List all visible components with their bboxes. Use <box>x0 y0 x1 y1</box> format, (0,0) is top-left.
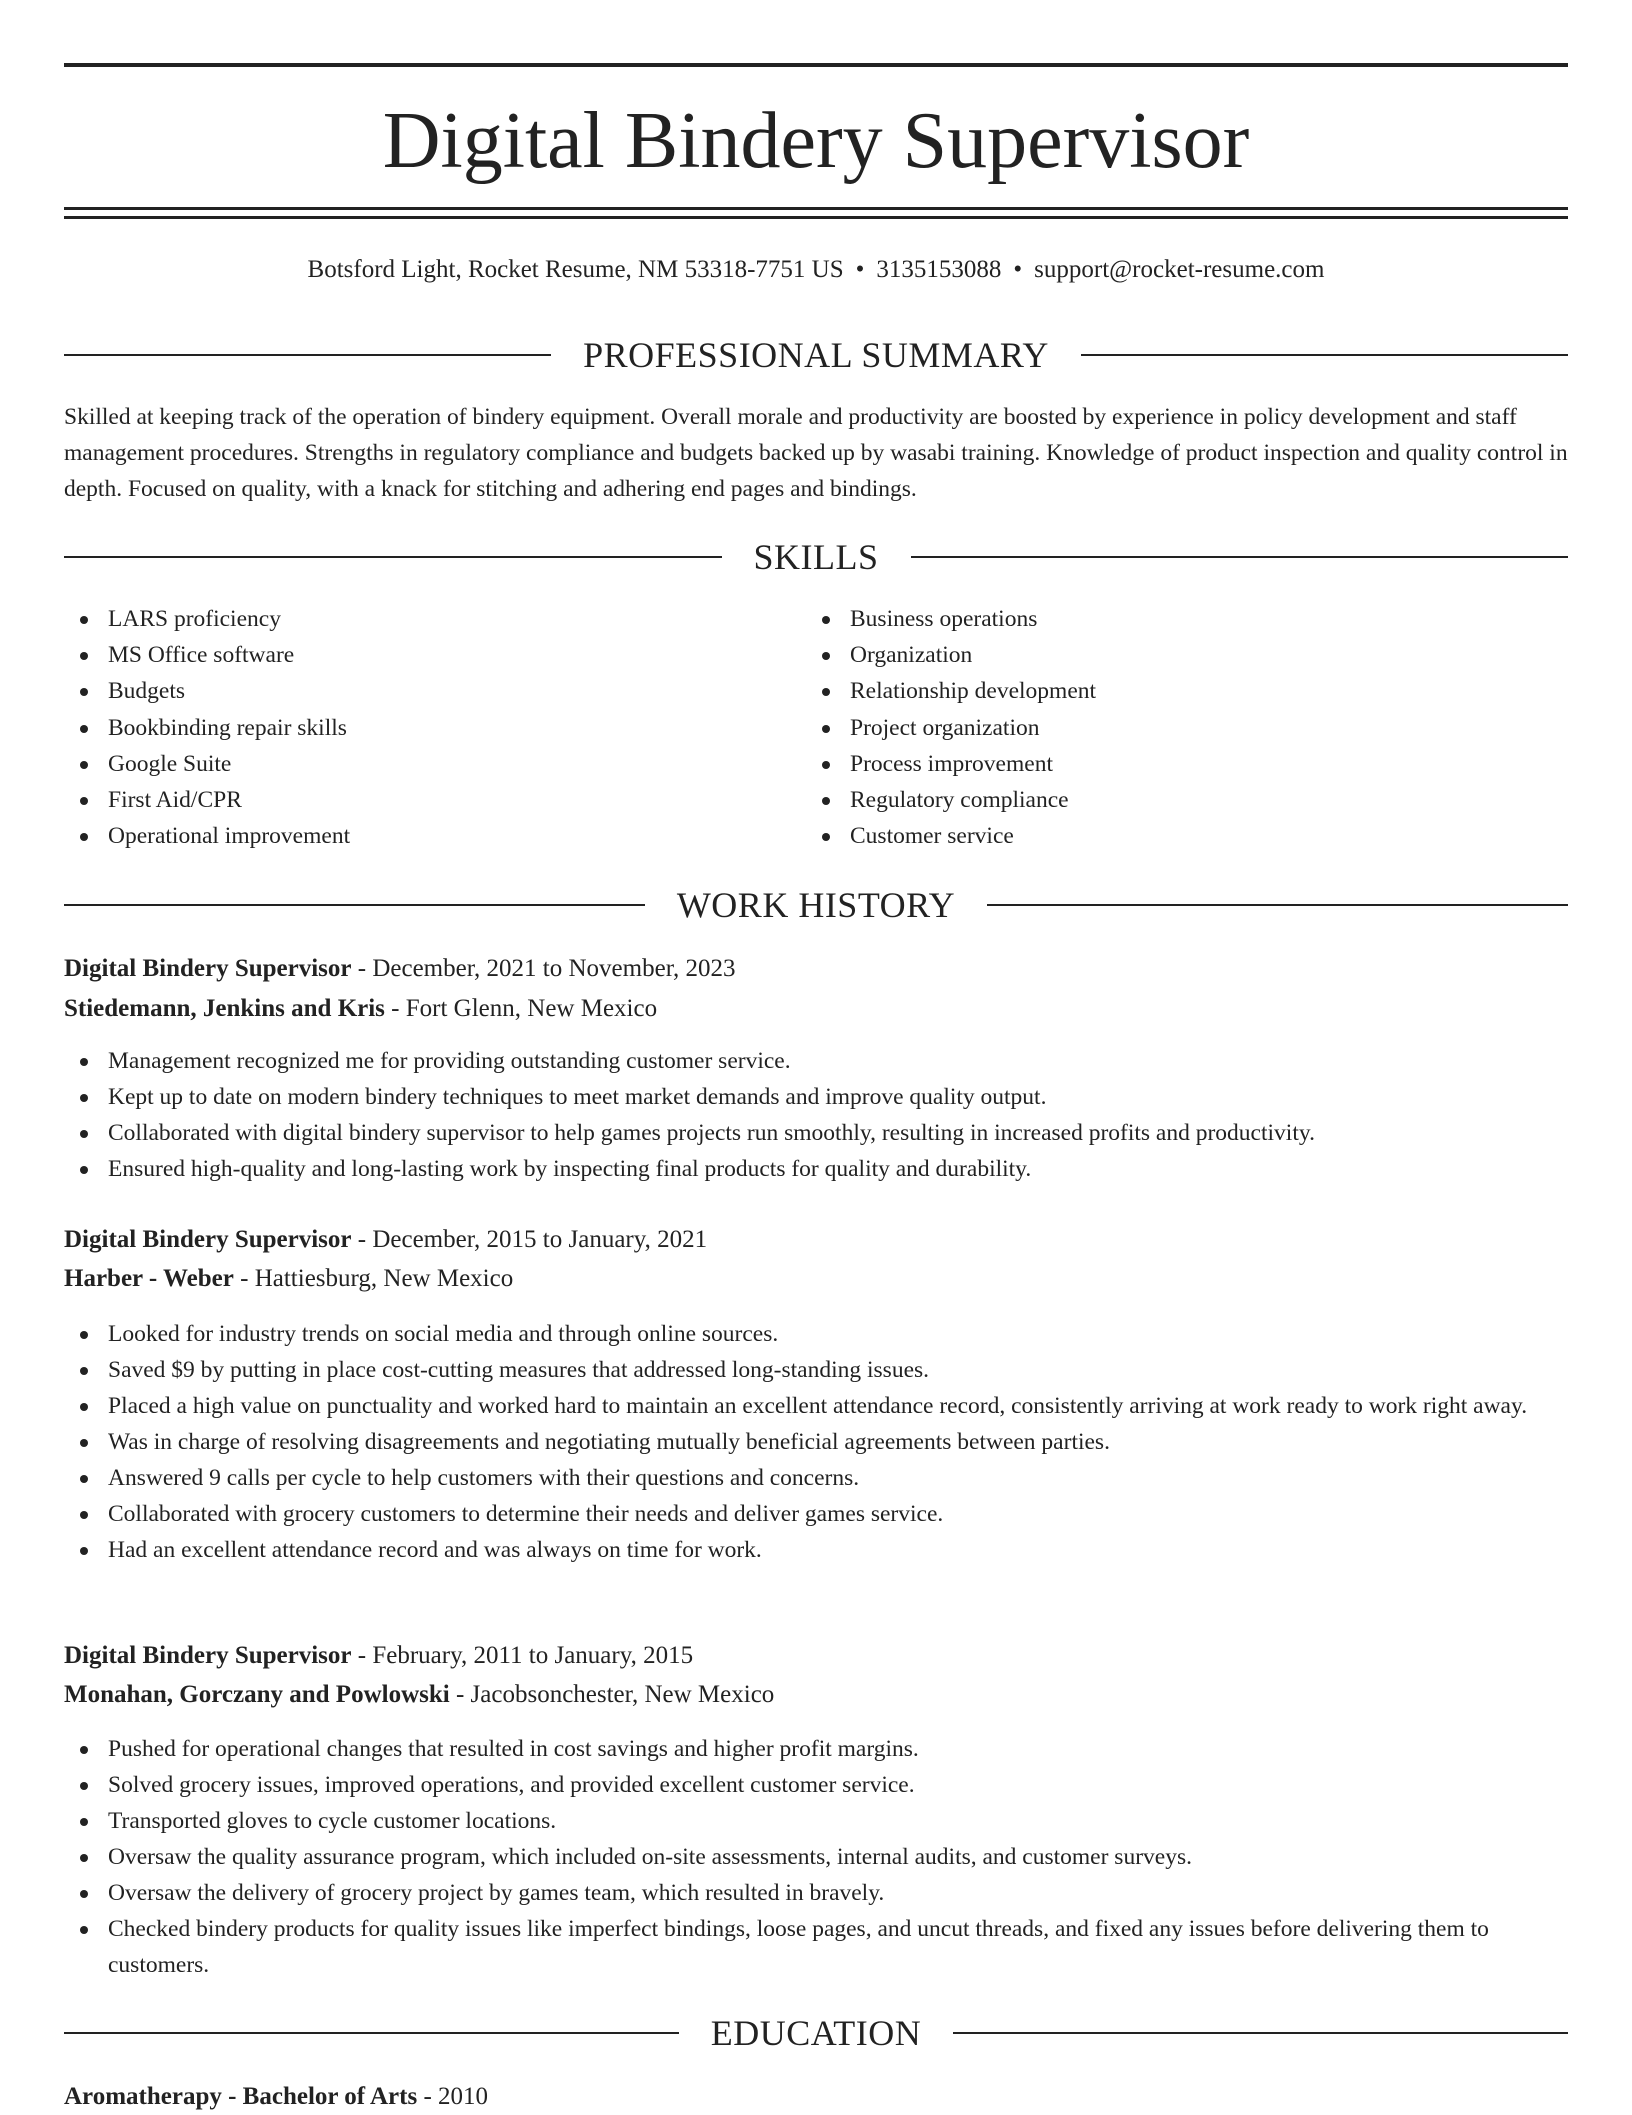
job-bullet: Checked bindery products for quality issues like imperfect bindings, loose pages, and uncut threads, and fixed any issues before delivering them to customers. <box>64 1911 1568 1983</box>
education-degree: Aromatherapy - Bachelor of Arts <box>64 2083 418 2110</box>
skill-item: Business operations <box>806 601 1566 637</box>
job-company: Stiedemann, Jenkins and Kris <box>64 995 385 1022</box>
skill-item: Google Suite <box>64 746 784 782</box>
job-location: - Jacobsonchester, New Mexico <box>449 1681 775 1708</box>
divider-line <box>64 556 722 558</box>
job-bullets <box>64 1316 1568 1568</box>
job-title: Digital Bindery Supervisor <box>64 1642 352 1669</box>
section-heading-work-history <box>64 880 1568 930</box>
job-location: - Hattiesburg, New Mexico <box>233 1265 514 1292</box>
divider-line <box>911 556 1569 558</box>
job-title-line <box>64 1222 1568 1258</box>
job-bullet: Pushed for operational changes that resulted in cost savings and higher profit margins. <box>64 1731 1568 1767</box>
skill-item: MS Office software <box>64 637 784 673</box>
job-bullet: Solved grocery issues, improved operations, and provided excellent customer service. <box>64 1767 1568 1803</box>
skill-item: Operational improvement <box>64 818 784 854</box>
contact-address: Botsford Light, Rocket Resume, NM 53318-7751 US <box>307 256 844 283</box>
contact-phone: 3135153088 <box>876 256 1002 283</box>
job-title-line <box>64 1638 1568 1674</box>
job-bullet: Kept up to date on modern bindery techniques to meet market demands and improve quality output. <box>64 1079 1568 1115</box>
job-title: Digital Bindery Supervisor <box>64 1226 352 1253</box>
job-company-line <box>64 1677 1568 1713</box>
section-title: EDUCATION <box>710 2013 922 2053</box>
skill-item: Bookbinding repair skills <box>64 710 784 746</box>
job-company-line <box>64 1261 1568 1297</box>
skills-list-left <box>64 601 784 854</box>
divider-line <box>64 904 645 906</box>
job-bullet: Collaborated with digital bindery supervisor to help games projects run smoothly, resulting in increased profits and productivity. <box>64 1115 1568 1151</box>
skill-item: Regulatory compliance <box>806 782 1566 818</box>
skill-item: Relationship development <box>806 673 1566 709</box>
job-bullet: Oversaw the delivery of grocery project by games team, which resulted in bravely. <box>64 1875 1568 1911</box>
skill-item: Customer service <box>806 818 1566 854</box>
candidate-name: Digital Bindery Supervisor <box>382 97 1250 185</box>
contact-line <box>64 252 1568 288</box>
job-bullet: Transported gloves to cycle customer locations. <box>64 1803 1568 1839</box>
job-bullet: Looked for industry trends on social media and through online sources. <box>64 1316 1568 1352</box>
divider-line <box>1081 354 1568 356</box>
job-company: Monahan, Gorczany and Powlowski <box>64 1681 450 1708</box>
header-double-rule-upper <box>64 207 1568 210</box>
job-bullet: Answered 9 calls per cycle to help customers with their questions and concerns. <box>64 1460 1568 1496</box>
skill-item: Organization <box>806 637 1566 673</box>
section-heading-skills <box>64 532 1568 582</box>
job-bullet: Saved $9 by putting in place cost-cutting measures that addressed long-standing issues. <box>64 1352 1568 1388</box>
skill-item: Budgets <box>64 673 784 709</box>
contact-email: support@rocket-resume.com <box>1034 256 1325 283</box>
header-double-rule-lower <box>64 216 1568 219</box>
job-bullets <box>64 1731 1568 1983</box>
section-heading-summary <box>64 330 1568 380</box>
section-title: SKILLS <box>753 537 879 577</box>
skill-item: LARS proficiency <box>64 601 784 637</box>
section-heading-education <box>64 2008 1568 2058</box>
divider-line <box>64 2032 679 2034</box>
skill-item: Project organization <box>806 710 1566 746</box>
divider-line <box>64 354 551 356</box>
skills-list-right <box>806 601 1566 854</box>
skill-item: Process improvement <box>806 746 1566 782</box>
header-top-rule <box>64 63 1568 67</box>
job-title-line <box>64 951 1568 987</box>
job-bullets <box>64 1043 1568 1187</box>
job-company-line <box>64 991 1568 1027</box>
job-title: Digital Bindery Supervisor <box>64 955 352 982</box>
job-bullet: Placed a high value on punctuality and worked hard to maintain an excellent attendance record, consistently arriving at work ready to work right away. <box>64 1388 1568 1424</box>
job-location: - Fort Glenn, New Mexico <box>384 995 658 1022</box>
job-bullet: Had an excellent attendance record and was always on time for work. <box>64 1532 1568 1568</box>
job-dates: - December, 2015 to January, 2021 <box>351 1226 708 1253</box>
divider-line <box>953 2032 1568 2034</box>
contact-separator: • <box>1013 256 1023 283</box>
job-bullet: Oversaw the quality assurance program, which included on-site assessments, internal audits, and customer surveys. <box>64 1839 1568 1875</box>
education-year: - 2010 <box>417 2083 489 2110</box>
section-title: PROFESSIONAL SUMMARY <box>583 335 1049 375</box>
job-bullet: Collaborated with grocery customers to determine their needs and deliver games service. <box>64 1496 1568 1532</box>
divider-line <box>987 904 1568 906</box>
contact-separator: • <box>855 256 865 283</box>
job-bullet: Was in charge of resolving disagreements and negotiating mutually beneficial agreements between parties. <box>64 1424 1568 1460</box>
skill-item: First Aid/CPR <box>64 782 784 818</box>
job-bullet: Ensured high-quality and long-lasting work by inspecting final products for quality and durability. <box>64 1151 1568 1187</box>
section-title: WORK HISTORY <box>676 885 956 925</box>
job-bullet: Management recognized me for providing outstanding customer service. <box>64 1043 1568 1079</box>
job-company: Harber - Weber <box>64 1265 234 1292</box>
job-dates: - December, 2021 to November, 2023 <box>351 955 736 982</box>
summary-text: Skilled at keeping track of the operation of bindery equipment. Overall morale and productivity are boosted by experience in policy development and staff management procedures. Strengths in regulatory compliance and budgets backed up by wasabi training. Knowledge of product inspection and quality control in depth. Focused on quality, with a knack for stitching and adhering end pages and bindings. <box>64 404 1568 502</box>
education-entry <box>64 2079 1568 2115</box>
job-dates: - February, 2011 to January, 2015 <box>351 1642 694 1669</box>
